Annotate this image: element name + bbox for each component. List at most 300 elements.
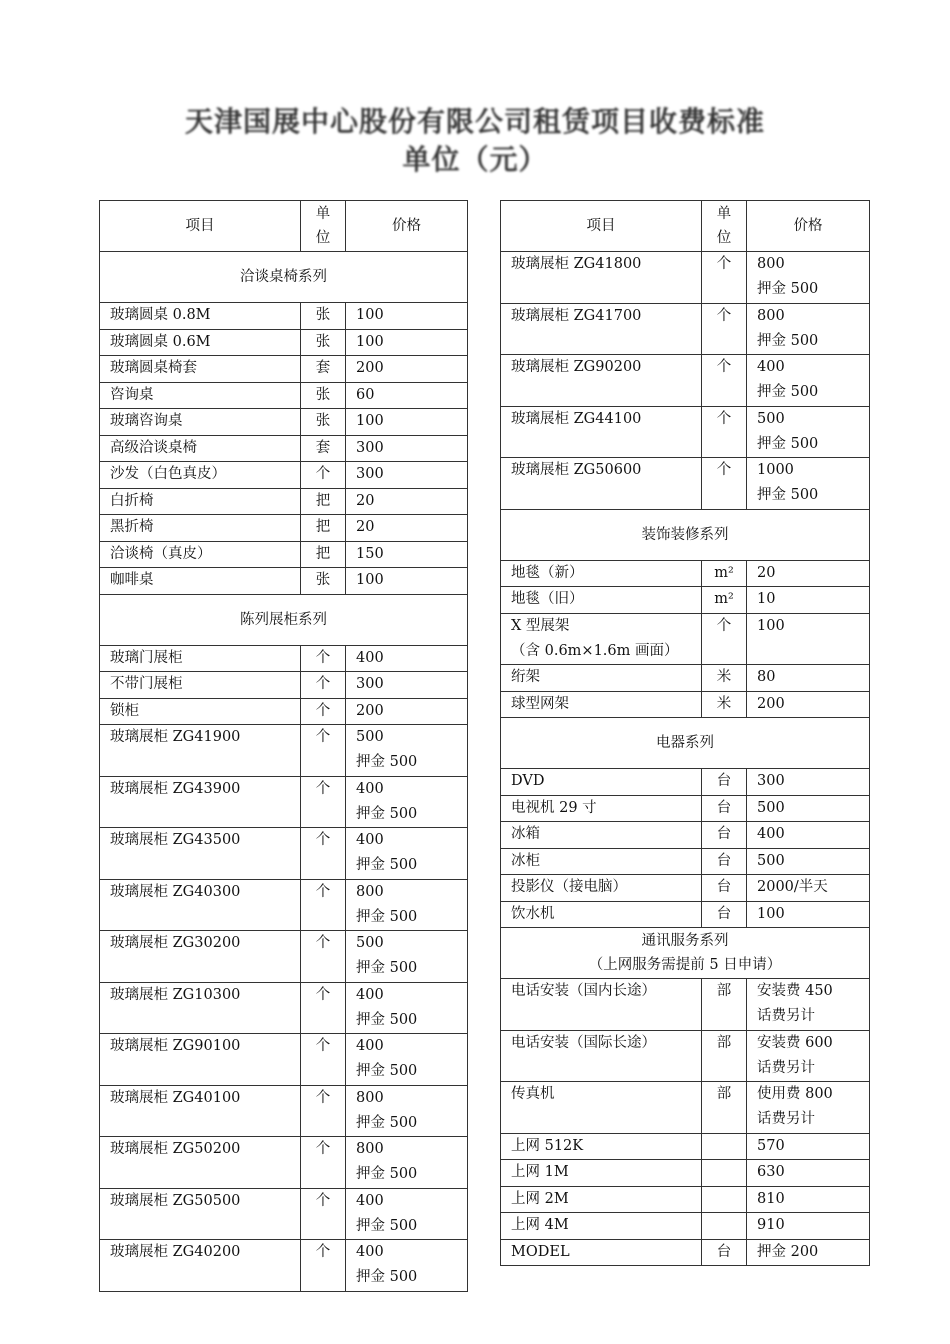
unit-cell: 把: [301, 541, 346, 568]
price-table-right: [500, 200, 870, 1266]
item-name: 玻璃圆桌 0.6M: [110, 333, 211, 350]
unit-cell: 台: [702, 875, 747, 902]
table-row: [100, 462, 468, 489]
price-cell: [346, 879, 468, 931]
header-unit: 单 位: [301, 201, 346, 252]
item-cell: [100, 879, 301, 931]
price-cell: [346, 1137, 468, 1189]
section-subtitle-text: （上网服务需提前 5 日申请）: [588, 957, 782, 973]
table-row: [501, 613, 870, 665]
section-header-row: [501, 509, 870, 560]
table-row: [501, 795, 870, 822]
price-value: 20: [356, 519, 375, 535]
item-name: 高级洽谈桌椅: [110, 439, 197, 456]
table-row: [501, 822, 870, 849]
item-name: 玻璃展柜 ZG41900: [110, 729, 241, 745]
table-row: [100, 982, 468, 1034]
item-cell: [501, 822, 702, 849]
price-value: 400: [356, 832, 384, 848]
item-name: 玻璃展柜 ZG40300: [110, 883, 241, 900]
price-cell: [346, 1240, 468, 1292]
item-cell: [100, 982, 301, 1034]
unit-cell: 个: [702, 252, 747, 304]
price-value: 910: [757, 1217, 785, 1233]
table-row: [100, 1085, 468, 1137]
item-name: 冰箱: [511, 826, 540, 842]
unit-cell: 张: [301, 409, 346, 436]
unit-cell: 个: [702, 613, 747, 665]
table-row: [100, 931, 468, 983]
unit-cell: 部: [702, 1082, 747, 1134]
price-value: 300: [356, 676, 384, 692]
price-value: 100: [757, 617, 785, 634]
item-cell: [501, 795, 702, 822]
unit-cell: 个: [301, 931, 346, 983]
section-title-text: 装饰装修系列: [641, 526, 729, 543]
item-cell: [100, 409, 301, 436]
price-value: 200: [356, 702, 384, 719]
item-cell: [501, 613, 702, 665]
price-value: 80: [757, 669, 776, 685]
item-cell: [100, 1137, 301, 1189]
table-row: [100, 435, 468, 462]
item-cell: [501, 587, 702, 614]
item-name: 玻璃咨询桌: [110, 413, 183, 429]
item-name: 玻璃展柜 ZG90200: [511, 359, 642, 375]
unit-cell: 个: [702, 303, 747, 355]
price-cell: [346, 645, 468, 672]
table-row: [501, 303, 870, 355]
price-note: 押金 500: [356, 1269, 418, 1285]
price-cell: [747, 1082, 870, 1134]
unit-cell: 个: [301, 828, 346, 880]
unit-cell: 把: [301, 515, 346, 542]
section-header-row: [100, 252, 468, 303]
unit-cell: 个: [301, 776, 346, 828]
price-cell: [747, 691, 870, 718]
item-cell: [501, 901, 702, 928]
unit-cell: 个: [301, 1137, 346, 1189]
item-name: 玻璃展柜 ZG40200: [110, 1244, 241, 1260]
unit-cell: 台: [702, 848, 747, 875]
price-cell: [346, 462, 468, 489]
price-note: 话费另计: [757, 1111, 815, 1127]
table-row: [100, 698, 468, 725]
price-value: 100: [356, 307, 384, 323]
price-cell: [747, 458, 870, 510]
item-name: 上网 2M: [511, 1190, 569, 1207]
item-name: 玻璃展柜 ZG50200: [110, 1141, 241, 1157]
price-value: 400: [757, 359, 785, 375]
item-cell: [100, 1240, 301, 1292]
unit-cell: 个: [301, 672, 346, 699]
price-note: 押金 500: [356, 857, 418, 873]
item-cell: [100, 672, 301, 699]
section-header-row: [100, 594, 468, 645]
table-row: [100, 382, 468, 409]
table-row: [501, 979, 870, 1031]
table-row: [100, 672, 468, 699]
item-name: 传真机: [511, 1086, 555, 1102]
price-note: 押金 500: [356, 1114, 418, 1131]
price-note: 话费另计: [757, 1059, 815, 1076]
unit-cell: 个: [301, 725, 346, 777]
price-value: 10: [757, 591, 776, 607]
item-name: 不带门展柜: [110, 676, 183, 692]
unit-cell: 个: [702, 355, 747, 407]
price-value: 押金 200: [757, 1243, 819, 1260]
item-cell: [501, 848, 702, 875]
table-header-row: [501, 201, 870, 252]
price-value: 300: [757, 773, 785, 789]
unit-cell: 个: [301, 1034, 346, 1086]
item-name: 玻璃展柜 ZG40100: [110, 1089, 241, 1106]
header-item: 项目: [501, 201, 702, 252]
price-cell: [346, 568, 468, 595]
unit-cell: m²: [702, 587, 747, 614]
table-row: [501, 1082, 870, 1134]
item-name: 饮水机: [511, 905, 555, 922]
item-cell: [501, 1133, 702, 1160]
section-title-text: 通讯服务系列: [641, 933, 729, 949]
table-row: [501, 355, 870, 407]
item-cell: [501, 875, 702, 902]
price-value: 100: [757, 905, 785, 922]
item-name: 白折椅: [110, 492, 154, 509]
table-header-row: [100, 201, 468, 252]
header-unit: 单 位: [702, 201, 747, 252]
item-name: 玻璃展柜 ZG90100: [110, 1038, 241, 1054]
table-row: [501, 769, 870, 796]
item-cell: [100, 828, 301, 880]
section-title-text: 电器系列: [656, 735, 714, 751]
item-name: 玻璃展柜 ZG10300: [110, 986, 241, 1003]
item-cell: [100, 515, 301, 542]
item-cell: [501, 252, 702, 304]
item-cell: [501, 1213, 702, 1240]
price-value: 60: [356, 386, 375, 403]
item-name: 绗架: [511, 669, 540, 685]
table-row: [100, 645, 468, 672]
price-value: 使用费 800: [757, 1086, 833, 1102]
table-row: [100, 488, 468, 515]
unit-cell: [702, 1186, 747, 1213]
price-cell: [747, 560, 870, 587]
item-name: 上网 1M: [511, 1164, 569, 1180]
price-value: 100: [356, 572, 384, 588]
item-cell: [100, 329, 301, 356]
table-row: [501, 1160, 870, 1187]
item-cell: [100, 645, 301, 672]
price-value: 500: [757, 852, 785, 869]
item-name: 电视机 29 寸: [511, 799, 597, 816]
item-name: DVD: [511, 773, 545, 789]
item-name: 冰柜: [511, 852, 540, 869]
price-cell: [346, 515, 468, 542]
table-row: [100, 409, 468, 436]
item-cell: [100, 303, 301, 330]
price-cell: [747, 252, 870, 304]
table-row: [501, 901, 870, 928]
item-name: 投影仪（接电脑）: [511, 879, 627, 895]
price-value: 1000: [757, 462, 794, 478]
price-cell: [346, 698, 468, 725]
price-cell: [747, 795, 870, 822]
item-name: 沙发（白色真皮）: [110, 466, 226, 482]
page-title: 天津国展中心股份有限公司租赁项目收费标准: [184, 105, 765, 138]
unit-cell: 个: [702, 406, 747, 458]
item-cell: [501, 303, 702, 355]
price-note: 押金 500: [757, 332, 819, 349]
item-cell: [501, 769, 702, 796]
price-cell: [747, 1239, 870, 1266]
price-value: 500: [757, 410, 785, 427]
price-value: 300: [356, 466, 384, 482]
price-note: 话费另计: [757, 1008, 815, 1024]
table-row: [100, 1188, 468, 1240]
item-name: 玻璃门展柜: [110, 649, 183, 666]
item-name: 玻璃展柜 ZG50600: [511, 462, 642, 478]
table-row: [100, 1137, 468, 1189]
price-note: 押金 500: [757, 384, 819, 400]
price-value: 100: [356, 413, 384, 429]
table-row: [501, 665, 870, 692]
table-row: [501, 1239, 870, 1266]
unit-cell: 个: [301, 462, 346, 489]
unit-cell: 部: [702, 979, 747, 1031]
section-title-text: 洽谈桌椅系列: [240, 269, 327, 285]
price-cell: [747, 822, 870, 849]
price-cell: [346, 356, 468, 383]
price-note: 押金 500: [757, 435, 819, 452]
item-name: 地毯（新）: [511, 564, 584, 581]
table-row: [501, 252, 870, 304]
item-cell: [100, 725, 301, 777]
item-name: 玻璃圆桌 0.8M: [110, 307, 211, 323]
price-value: 400: [356, 780, 384, 797]
item-cell: [100, 698, 301, 725]
price-note: 押金 500: [356, 805, 418, 822]
price-cell: [747, 769, 870, 796]
item-name: 黑折椅: [110, 519, 154, 535]
price-value: 20: [356, 492, 375, 509]
unit-cell: 部: [702, 1030, 747, 1082]
price-cell: [747, 406, 870, 458]
item-cell: [100, 776, 301, 828]
item-name: 球型网架: [511, 695, 569, 712]
price-cell: [747, 1030, 870, 1082]
item-name: 锁柜: [110, 702, 139, 719]
price-cell: [346, 1188, 468, 1240]
price-value: 800: [757, 256, 785, 272]
unit-cell: 个: [301, 1085, 346, 1137]
price-note: 押金 500: [757, 487, 819, 503]
item-cell: [100, 435, 301, 462]
table-row: [501, 875, 870, 902]
section-header-row: [501, 928, 870, 979]
price-value: 100: [356, 333, 384, 350]
unit-cell: 把: [301, 488, 346, 515]
item-cell: [501, 355, 702, 407]
item-cell: [100, 1034, 301, 1086]
item-cell: [501, 665, 702, 692]
item-cell: [100, 1085, 301, 1137]
unit-cell: 米: [702, 691, 747, 718]
item-name: 电话安装（国际长途）: [511, 1034, 656, 1051]
item-name: MODEL: [511, 1243, 570, 1260]
price-cell: [346, 776, 468, 828]
item-cell: [100, 382, 301, 409]
price-cell: [747, 875, 870, 902]
price-value: 500: [356, 729, 384, 745]
item-cell: [501, 1082, 702, 1134]
price-cell: [747, 665, 870, 692]
price-cell: [747, 303, 870, 355]
table-row: [100, 879, 468, 931]
unit-cell: 个: [301, 698, 346, 725]
item-name: X 型展架: [511, 617, 570, 634]
price-cell: [747, 587, 870, 614]
unit-cell: 套: [301, 356, 346, 383]
price-note: 押金 500: [356, 1011, 418, 1028]
price-value: 400: [356, 1192, 384, 1209]
item-name: 玻璃展柜 ZG41700: [511, 307, 642, 324]
price-cell: [747, 1133, 870, 1160]
header-item: 项目: [100, 201, 301, 252]
table-row: [100, 1240, 468, 1292]
unit-cell: 个: [702, 458, 747, 510]
unit-cell: 张: [301, 568, 346, 595]
unit-cell: 张: [301, 303, 346, 330]
price-value: 500: [757, 799, 785, 816]
header-price: 价格: [346, 201, 468, 252]
price-cell: [346, 303, 468, 330]
table-row: [501, 1213, 870, 1240]
unit-cell: 个: [301, 645, 346, 672]
item-name: 玻璃展柜 ZG43500: [110, 832, 241, 848]
table-row: [501, 587, 870, 614]
price-cell: [747, 355, 870, 407]
table-row: [501, 560, 870, 587]
price-cell: [346, 488, 468, 515]
item-name: 玻璃展柜 ZG50500: [110, 1192, 241, 1209]
price-note: 押金 500: [356, 1217, 418, 1234]
item-name: 上网 4M: [511, 1217, 569, 1233]
item-cell: [501, 1186, 702, 1213]
table-row: [100, 329, 468, 356]
price-value: 400: [356, 1244, 384, 1260]
price-value: 810: [757, 1190, 785, 1207]
item-cell: [501, 406, 702, 458]
price-note: 押金 500: [757, 281, 819, 297]
price-note: 押金 500: [356, 1166, 418, 1182]
price-cell: [346, 828, 468, 880]
item-cell: [100, 356, 301, 383]
price-value: 500: [356, 935, 384, 951]
price-cell: [346, 982, 468, 1034]
table-row: [100, 776, 468, 828]
section-title: [501, 928, 870, 979]
table-row: [501, 848, 870, 875]
price-value: 400: [356, 649, 384, 666]
price-value: 800: [356, 883, 384, 900]
section-title: [501, 509, 870, 560]
section-title: [501, 718, 870, 769]
item-name: 咖啡桌: [110, 572, 154, 588]
unit-cell: 个: [301, 1240, 346, 1292]
unit-cell: [702, 1213, 747, 1240]
item-detail: （含 0.6m×1.6m 画面）: [511, 642, 679, 659]
section-header-row: [501, 718, 870, 769]
unit-cell: 套: [301, 435, 346, 462]
item-name: 地毯（旧）: [511, 591, 584, 607]
item-cell: [501, 1160, 702, 1187]
price-cell: [747, 979, 870, 1031]
item-cell: [100, 568, 301, 595]
price-cell: [747, 848, 870, 875]
price-note: 押金 500: [356, 1063, 418, 1079]
unit-cell: 台: [702, 769, 747, 796]
price-cell: [346, 382, 468, 409]
item-cell: [501, 560, 702, 587]
price-value: 400: [757, 826, 785, 842]
section-title: [100, 252, 468, 303]
table-row: [100, 303, 468, 330]
table-row: [100, 541, 468, 568]
section-title: [100, 594, 468, 645]
price-cell: [747, 1213, 870, 1240]
price-note: 押金 500: [356, 960, 418, 976]
item-cell: [501, 1239, 702, 1266]
item-cell: [501, 979, 702, 1031]
table-row: [100, 515, 468, 542]
price-value: 300: [356, 439, 384, 456]
price-cell: [346, 329, 468, 356]
price-value: 安装费 600: [757, 1034, 833, 1051]
unit-cell: [702, 1160, 747, 1187]
price-cell: [346, 672, 468, 699]
item-name: 上网 512K: [511, 1137, 584, 1154]
item-name: 洽谈椅（真皮）: [110, 545, 212, 562]
price-value: 200: [757, 695, 785, 712]
price-value: 570: [757, 1137, 785, 1154]
price-table-left: [99, 200, 468, 1292]
table-row: [501, 406, 870, 458]
unit-cell: [702, 1133, 747, 1160]
table-row: [501, 458, 870, 510]
table-row: [100, 1034, 468, 1086]
item-cell: [501, 691, 702, 718]
table-row: [100, 828, 468, 880]
price-cell: [747, 901, 870, 928]
table-row: [501, 1133, 870, 1160]
price-value: 800: [356, 1141, 384, 1157]
price-cell: [346, 409, 468, 436]
item-name: 玻璃圆桌椅套: [110, 360, 197, 376]
table-row: [501, 1186, 870, 1213]
unit-cell: 个: [301, 982, 346, 1034]
price-value: 150: [356, 545, 384, 562]
table-row: [501, 1030, 870, 1082]
price-value: 200: [356, 360, 384, 376]
item-cell: [100, 1188, 301, 1240]
unit-cell: m²: [702, 560, 747, 587]
table-row: [100, 356, 468, 383]
item-cell: [100, 931, 301, 983]
table-row: [100, 568, 468, 595]
unit-cell: 个: [301, 879, 346, 931]
price-value: 800: [757, 307, 785, 324]
